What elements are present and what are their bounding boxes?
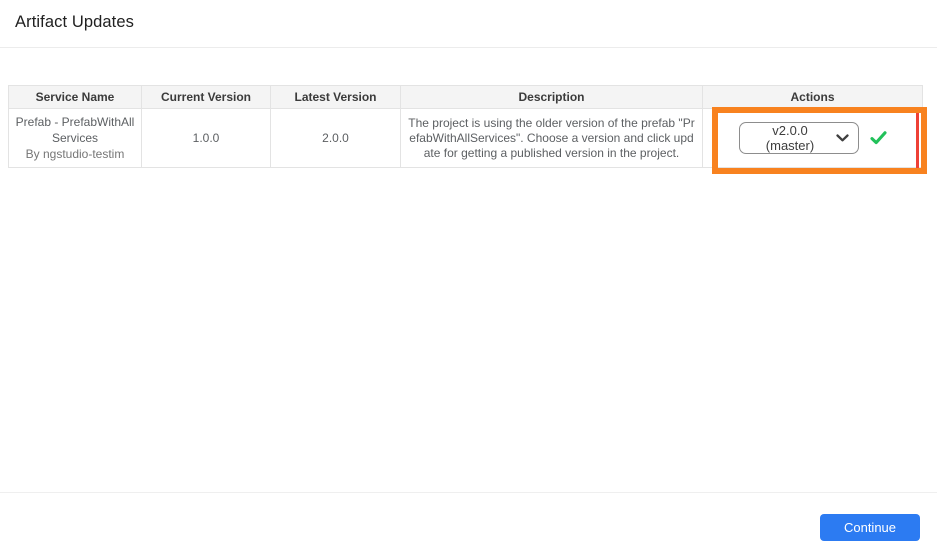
col-header-current-version: Current Version — [142, 86, 271, 109]
col-header-description: Description — [401, 86, 703, 109]
actions-cell — [703, 109, 923, 168]
service-name: Prefab - PrefabWithAll Services — [15, 115, 135, 145]
updates-table — [8, 85, 923, 168]
dialog-header — [0, 0, 937, 48]
col-header-latest-version: Latest Version — [271, 86, 401, 109]
table-row — [9, 109, 923, 168]
current-version-cell: 1.0.0 — [142, 109, 271, 168]
table-header-row — [9, 86, 923, 109]
footer-divider — [0, 492, 937, 493]
chevron-down-icon — [836, 134, 849, 142]
col-header-actions: Actions — [703, 86, 923, 109]
version-select-value: v2.0.0 (master) — [765, 123, 815, 153]
page-title: Artifact Updates — [15, 13, 134, 31]
actions-inner — [709, 122, 916, 154]
service-author: By ngstudio-testim — [25, 147, 125, 161]
col-header-service-name: Service Name — [9, 86, 142, 109]
service-name-cell — [9, 109, 142, 168]
latest-version-cell: 2.0.0 — [271, 109, 401, 168]
version-select[interactable] — [739, 122, 859, 154]
description-cell: The project is using the older version of the prefab "PrefabWithAllServices". Choose a version and click update for getting a published version in the project. — [401, 109, 703, 168]
check-icon — [870, 131, 887, 145]
continue-button[interactable]: Continue — [820, 514, 920, 541]
updates-table-container — [8, 85, 922, 168]
